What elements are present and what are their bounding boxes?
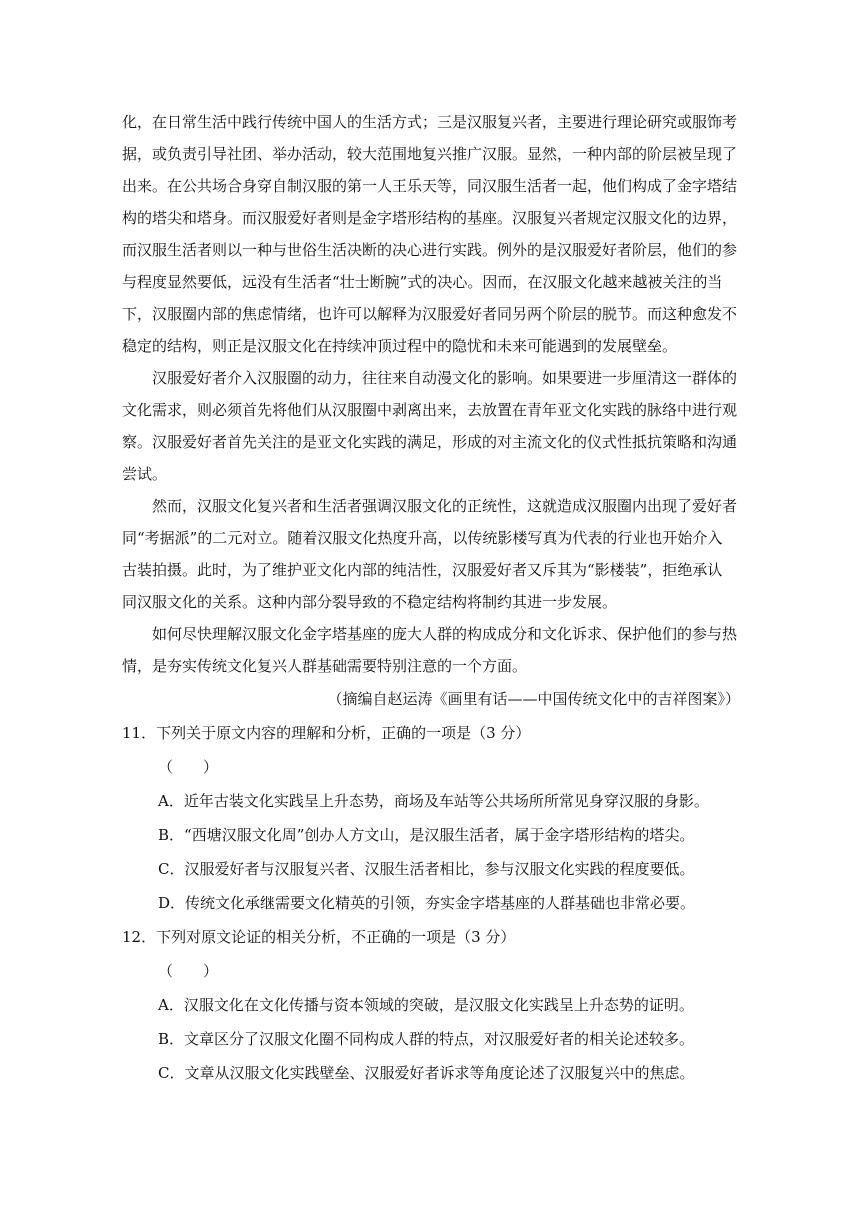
text-line: 出来。在公共场合身穿自制汉服的第一人王乐天等，同汉服生活者一起，他们构成了金字塔结 [122, 177, 738, 195]
option-c: C．汉服爱好者与汉服复兴者、汉服生活者相比，参与汉服文化实践的程度要低。 [158, 860, 695, 878]
question-stem: 12．下列对原文论证的相关分析，不正确的一项是（3 分） [122, 928, 516, 946]
text-line: 文化需求，则必须首先将他们从汉服圈中剥离出来，去放置在青年亚文化实践的脉络中进行观 [122, 401, 738, 419]
text-line: 如何尽快理解汉服文化金字塔基座的庞大人群的构成成分和文化诉求、保护他们的参与热 [152, 625, 738, 643]
text-line: 尝试。 [122, 465, 168, 483]
text-line: 而汉服生活者则以一种与世俗生活决断的决心进行实践。例外的是汉服爱好者阶层，他们的参 [122, 241, 738, 259]
question-11 [122, 716, 752, 920]
paragraph-3 [122, 490, 752, 618]
text-line: 汉服爱好者介入汉服圈的动力，往往来自动漫文化的影响。如果要进一步厘清这一群体的 [152, 369, 738, 387]
text-line: 然而，汉服文化复兴者和生活者强调汉服文化的正统性，这就造成汉服圈内出现了爱好者 [152, 497, 738, 515]
question-stem: 11．下列关于原文内容的理解和分析，正确的一项是（3 分） [122, 724, 531, 742]
text-line: 据，或负责引导社团、举办活动，较大范围地复兴推广汉服。显然，一种内部的阶层被呈现了 [122, 145, 738, 163]
paragraph-2 [122, 362, 752, 490]
question-12 [122, 920, 752, 1090]
text-line: 察。汉服爱好者首先关注的是亚文化实践的满足，形成的对主流文化的仪式性抵抗策略和沟通 [122, 433, 738, 451]
option-b: B．“西塘汉服文化周”创办人方文山，是汉服生活者，属于金字塔形结构的塔尖。 [158, 826, 695, 844]
text-line: 下，汉服圈内部的焦虑情绪，也许可以解释为汉服爱好者同另两个阶层的脱节。而这种愈发不 [122, 305, 738, 323]
paragraph-4 [122, 618, 752, 682]
document-body [122, 106, 752, 1090]
option-a: A．近年古装文化实践呈上升态势，商场及车站等公共场所所常见身穿汉服的身影。 [158, 792, 709, 810]
answer-blank: （ ） [158, 758, 219, 776]
source-citation: （摘编自赵运涛《画里有话——中国传统文化中的吉祥图案》） [327, 690, 740, 708]
text-line: 古装拍摄。此时，为了维护亚文化内部的纯洁性，汉服爱好者又斥其为“影楼装”，拒绝承认 [122, 561, 723, 579]
text-line: 化，在日常生活中践行传统中国人的生活方式；三是汉服复兴者，主要进行理论研究或服饰考 [122, 113, 738, 131]
paragraph-1 [122, 106, 752, 362]
answer-blank: （ ） [158, 962, 219, 980]
option-a: A．汉服文化在文化传播与资本领域的突破，是汉服文化实践呈上升态势的证明。 [158, 996, 694, 1014]
text-line: 构的塔尖和塔身。而汉服爱好者则是金字塔形结构的基座。汉服复兴者规定汉服文化的边界， [122, 209, 738, 227]
option-b: B．文章区分了汉服文化圈不同构成人群的特点，对汉服爱好者的相关论述较多。 [158, 1030, 695, 1048]
text-line: 情，是夯实传统文化复兴人群基础需要特别注意的一个方面。 [122, 657, 528, 675]
text-line: 与程度显然要低，远没有生活者“壮士断腕”式的决心。因而，在汉服文化越来越被关注的当 [122, 273, 723, 291]
text-line: 同“考据派”的二元对立。随着汉服文化热度升高，以传统影楼写真为代表的行业也开始介入 [122, 529, 723, 547]
text-line: 同汉服文化的关系。这种内部分裂导致的不稳定结构将制约其进一步发展。 [122, 593, 618, 611]
text-line: 稳定的结构，则正是汉服文化在持续冲顶过程中的隐忧和未来可能遇到的发展壁垒。 [122, 337, 678, 355]
option-d: D．传统文化承继需要文化精英的引领，夯实金字塔基座的人群基础也非常必要。 [158, 894, 696, 912]
option-c: C．文章从汉服文化实践壁垒、汉服爱好者诉求等角度论述了汉服复兴中的焦虑。 [158, 1064, 695, 1082]
